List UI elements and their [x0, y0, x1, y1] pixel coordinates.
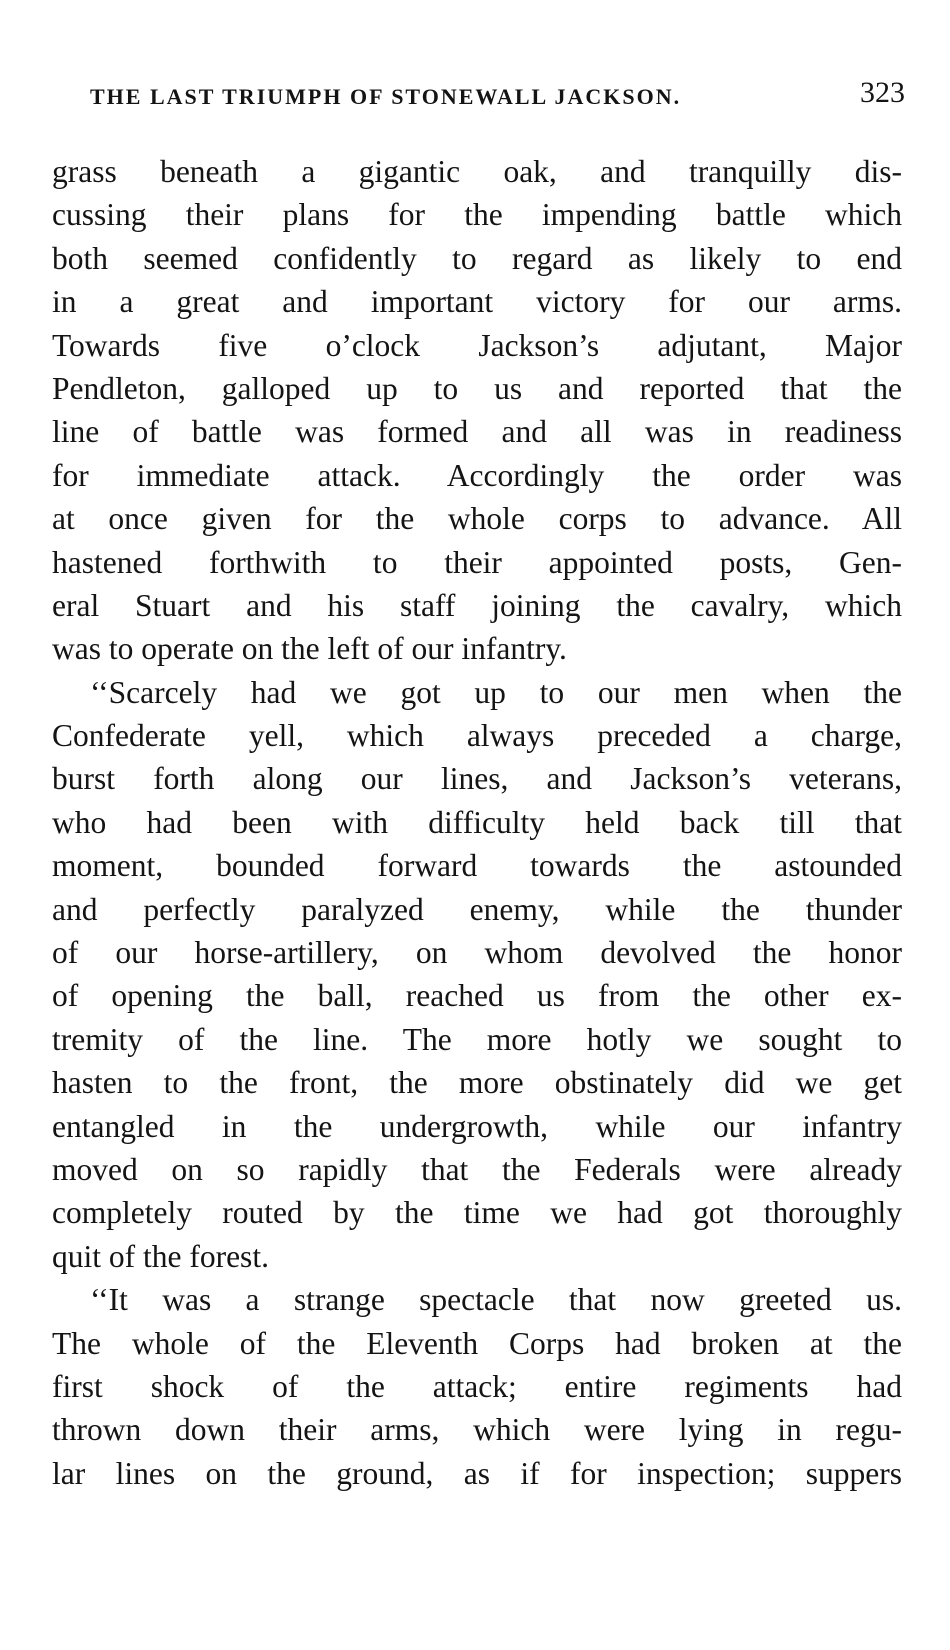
text-line: quit of the forest.	[52, 1238, 269, 1274]
text-line: was to operate on the left of our infantry.	[52, 631, 567, 667]
text-line: Towards five o’clock Jackson’s adjutant, Major	[52, 327, 902, 363]
text-line: for immediate attack. Accordingly the order was	[52, 457, 902, 493]
text-line: completely routed by the time we had got thoroughly	[52, 1195, 902, 1231]
text-line: moment, bounded forward towards the astounded	[52, 848, 902, 884]
text-line: moved on so rapidly that the Federals were already	[52, 1151, 902, 1187]
text-line: of opening the ball, reached us from the other ex-	[52, 978, 902, 1014]
page-number: 323	[860, 76, 905, 109]
text-line: tremity of the line. The more hotly we sought to	[52, 1021, 902, 1057]
text-line: ‘‘It was a strange spectacle that now greeted us.	[90, 1282, 902, 1318]
text-line: both seemed confidently to regard as likely to end	[52, 240, 902, 276]
text-line: hasten to the front, the more obstinately did we get	[52, 1065, 902, 1101]
text-line: and perfectly paralyzed enemy, while the thunder	[52, 891, 902, 927]
text-line: in a great and important victory for our arms.	[52, 284, 902, 320]
text-line: lar lines on the ground, as if for inspection; suppers	[52, 1455, 902, 1491]
text-line: at once given for the whole corps to advance. All	[52, 501, 902, 537]
text-line: Pendleton, galloped up to us and reported that the	[52, 370, 902, 406]
text-line: eral Stuart and his staff joining the cavalry, which	[52, 587, 902, 623]
text-line: The whole of the Eleventh Corps had broken at the	[52, 1325, 902, 1361]
text-line: Confederate yell, which always preceded a charge,	[52, 718, 902, 754]
text-line: thrown down their arms, which were lying in regu-	[52, 1412, 902, 1448]
text-line: grass beneath a gigantic oak, and tranquilly dis-	[52, 154, 902, 189]
text-line: who had been with difficulty held back till that	[52, 804, 902, 840]
text-line: first shock of the attack; entire regiments had	[52, 1368, 902, 1404]
text-line: ‘‘Scarcely had we got up to our men when the	[90, 674, 902, 710]
text-line: hastened forthwith to their appointed posts, Gen-	[52, 544, 902, 580]
running-head	[50, 76, 905, 116]
text-line: entangled in the undergrowth, while our infantry	[52, 1108, 902, 1144]
text-line: of our horse-artillery, on whom devolved the honor	[52, 935, 902, 971]
running-title: THE LAST TRIUMPH OF STONEWALL JACKSON.	[90, 84, 682, 109]
text-line: line of battle was formed and all was in readiness	[52, 414, 902, 450]
text-line: cussing their plans for the impending battle which	[52, 197, 902, 233]
text-line: burst forth along our lines, and Jackson’s veterans,	[52, 761, 902, 797]
body-text	[52, 150, 902, 1495]
